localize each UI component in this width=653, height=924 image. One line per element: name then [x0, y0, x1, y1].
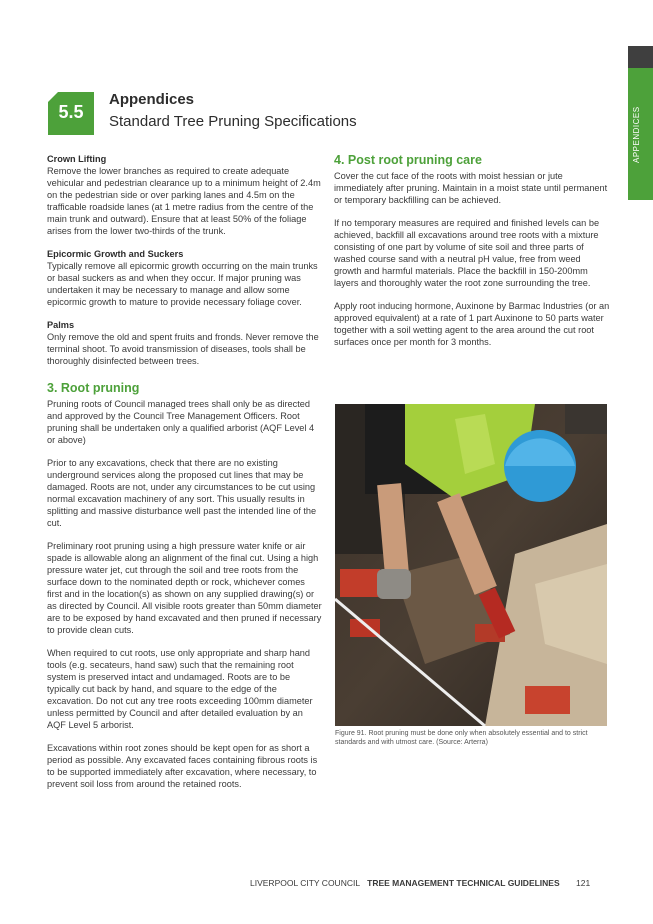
- post-pruning-p2: If no temporary measures are required and finished levels can be achieved, backfill all excavations around tree roots with a mixture consisting of one part by volume of site soil and three parts of washed course sand with a neutral pH value, free from weed growth and harmful materials. Place the backfill in 150-200mm layers and thoroughly water the root zone surrounding the tree.: [334, 218, 600, 288]
- page-title: Appendices: [109, 91, 195, 108]
- left-column: [47, 153, 322, 801]
- section-badge: [48, 92, 94, 135]
- root-pruning-p4: When required to cut roots, use only appropriate and sharp hand tools (e.g. secateurs, hand saw) such that the remaining root system is preserved intact and undamaged. Roots are to be typically cut back by hand, and square to the edge of the excavation. Do not cut any tree roots exceeding 100mm diameter unless permitted by Council and after detailed evaluation by an AQF Level 5 arborist.: [47, 648, 313, 730]
- crown-lifting-heading: Crown Lifting: [47, 154, 107, 164]
- palms-heading: Palms: [47, 320, 75, 330]
- root-pruning-p1: Pruning roots of Council managed trees shall only be as directed and approved by the Council Tree Management Officers. Root pruning shall be undertaken only a qualified arborist (AQF Level 4 or above): [47, 399, 315, 445]
- figure-caption: Figure 91. Root pruning must be done only when absolutely essential and to strict standards and with utmost care. (Source: Arterra): [335, 730, 588, 746]
- footer-org: LIVERPOOL CITY COUNCIL: [250, 878, 360, 888]
- root-pruning-p3: Preliminary root pruning using a high pressure water knife or air spade is allowable along an alignment of the final cut. Using a high pressure water jet, cut through the soil and tree roots from the surface down to the nominated depth or rock, whichever comes first and in the location(s) as shown on any supplied drawing(s) or as directed by Council. All visible roots greater than 50mm diameter are to be exposed by hand excavated and then pruned if necessary to provide clean cuts.: [47, 541, 322, 635]
- root-pruning-p2: Prior to any excavations, check that there are no existing underground services along the proposed cut lines that may be damaged. Roots are not, under any circumstances to be cut using normal excavation machinery of any sort. This usually results in splitting and massive disturbance well past the intended line of the cut.: [47, 458, 317, 528]
- page-subtitle: Standard Tree Pruning Specifications: [109, 113, 357, 130]
- root-pruning-heading: 3. Root pruning: [47, 381, 140, 395]
- palms-text: Only remove the old and spent fruits and fronds. Never remove the terminal shoot. To avoid transmission of diseases, tools shall be thoroughly disinfected between trees.: [47, 332, 319, 366]
- footer-doc-title: TREE MANAGEMENT TECHNICAL GUIDELINES: [367, 878, 560, 888]
- epicormic-heading: Epicormic Growth and Suckers: [47, 249, 184, 259]
- epicormic-text: Typically remove all epicormic growth occurring on the main trunks or basal suckers as and when they occur. If major pruning was undertaken it may be necessary to manage and allow some epicormic growth to mature to provide necessary foliage cover.: [47, 261, 318, 307]
- root-pruning-photo: [335, 404, 607, 726]
- post-pruning-heading: 4. Post root pruning care: [334, 153, 482, 167]
- section-number: 5.5: [58, 102, 84, 122]
- right-column: [334, 153, 610, 359]
- page-footer: [250, 878, 590, 888]
- photo-illustration: [335, 404, 607, 726]
- root-pruning-p5: Excavations within root zones should be kept open for as short a period as possible. Any excavated faces containing fibrous roots is to be supported immediately after excavation, where necessary, to prevent soil loss from around the retained roots.: [47, 743, 318, 789]
- crown-lifting-text: Remove the lower branches as required to create adequate vehicular and pedestrian clearance up to a minimum height of 2.4m on the pedestrian side or over parking lanes and 4.5m on the trafficable roadside lanes (at 1 metre radius from the centre of the main trunk and outward). Ensure that at least 50% of the foliage arises from the lower two-thirds of the trunk.: [47, 166, 321, 236]
- post-pruning-p3: Apply root inducing hormone, Auxinone by Barmac Industries (or an approved equivalent) at a rate of 1 part Auxinone to 50 parts water together with a soil wetting agent to the area around the cut root surfaces once per month for 3 months.: [334, 301, 610, 347]
- page-number: 121: [576, 878, 591, 888]
- post-pruning-p1: Cover the cut face of the roots with moist hessian or jute immediately after pruning. Maintain in a moist state until permanent or temporary backfilling can be achieved.: [334, 171, 608, 205]
- side-tab-label: APPENDICES: [632, 106, 641, 164]
- side-tab-dark-block: [628, 46, 653, 68]
